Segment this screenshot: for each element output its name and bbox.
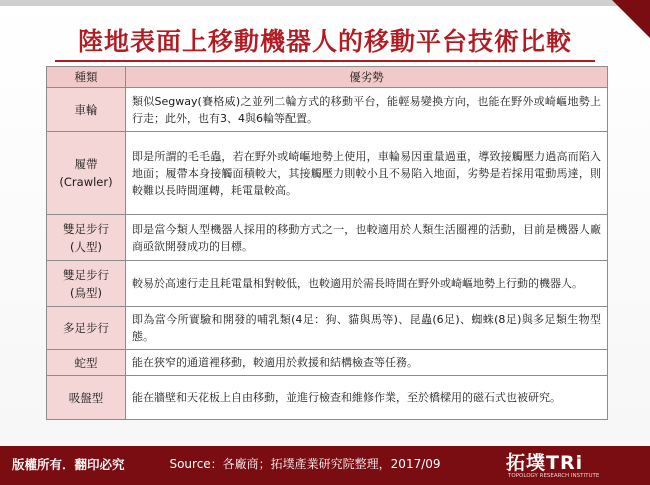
top-band xyxy=(0,0,650,6)
row-kind-line1: 雙足步行 xyxy=(63,267,109,282)
row-desc: 能在狹窄的通道裡移動，較適用於救援和結構檢查等任務。 xyxy=(126,350,608,376)
table-row xyxy=(47,215,608,261)
table-row xyxy=(47,261,608,307)
row-kind xyxy=(47,215,126,261)
logo-subtitle: TOPOLOGY RESEARCH INSTITUTE xyxy=(508,473,600,479)
row-desc: 即是所謂的毛毛蟲，若在野外或崎嶇地勢上使用，車輪易因重量過重，導致接觸壓力過高而陷入地面；履帶本身接觸面積較大，其接觸壓力則較小且不易陷入地面，劣勢是若採用電動馬達，則較難以長時間運轉，耗電量較高。 xyxy=(126,132,608,215)
row-kind xyxy=(47,261,126,307)
table-row xyxy=(47,88,608,132)
row-kind: 蛇型 xyxy=(47,350,126,376)
row-kind-line2: (Crawler) xyxy=(59,175,113,189)
table-row xyxy=(47,376,608,420)
header-desc: 優劣勢 xyxy=(126,67,608,88)
row-desc: 類似Segway(賽格威)之並列二輪方式的移動平台，能輕易變換方向，也能在野外或崎嶇地勢上行走；此外，也有3、4與6輪等配置。 xyxy=(126,88,608,132)
table-header-row xyxy=(47,67,608,88)
row-kind-line2: (人型) xyxy=(70,239,102,254)
page-title: 陸地表面上移動機器人的移動平台技術比較 xyxy=(77,27,572,56)
header-kind: 種類 xyxy=(47,67,126,88)
comparison-table xyxy=(46,66,608,420)
row-kind-line1: 履帶 xyxy=(74,157,98,171)
row-desc: 能在牆壁和天花板上自由移動，並進行檢查和維修作業，至於橋樑用的磁石式也被研究。 xyxy=(126,376,608,420)
row-desc: 即是當今類人型機器人採用的移動方式之一，也較適用於人類生活圈裡的活動，目前是機器人廠商亟欲開發成功的目標。 xyxy=(126,215,608,261)
row-kind: 車輪 xyxy=(47,88,126,132)
logo-text: 拓墣TRi xyxy=(506,452,584,474)
row-kind-line2: (鳥型) xyxy=(70,285,102,300)
table-row xyxy=(47,307,608,350)
table-row xyxy=(47,132,608,215)
row-desc: 即為當今所實驗和開發的哺乳類(4足：狗、貓與馬等)、昆蟲(6足)、蜘蛛(8足)與多足類生物型態。 xyxy=(126,307,608,350)
row-kind: 多足步行 xyxy=(47,307,126,350)
row-desc: 較易於高速行走且耗電量相對較低，也較適用於需長時間在野外或崎嶇地勢上行動的機器人。 xyxy=(126,261,608,307)
title-underline xyxy=(55,60,595,62)
row-kind xyxy=(47,132,126,215)
copyright-notice: 版權所有．翻印必究 xyxy=(12,457,125,472)
tri-logo xyxy=(506,448,642,482)
table-row xyxy=(47,350,608,376)
row-kind-line1: 雙足步行 xyxy=(63,221,109,236)
source-note: Source：各廠商；拓墣產業研究院整理，2017/09 xyxy=(169,457,441,471)
row-kind: 吸盤型 xyxy=(47,376,126,420)
